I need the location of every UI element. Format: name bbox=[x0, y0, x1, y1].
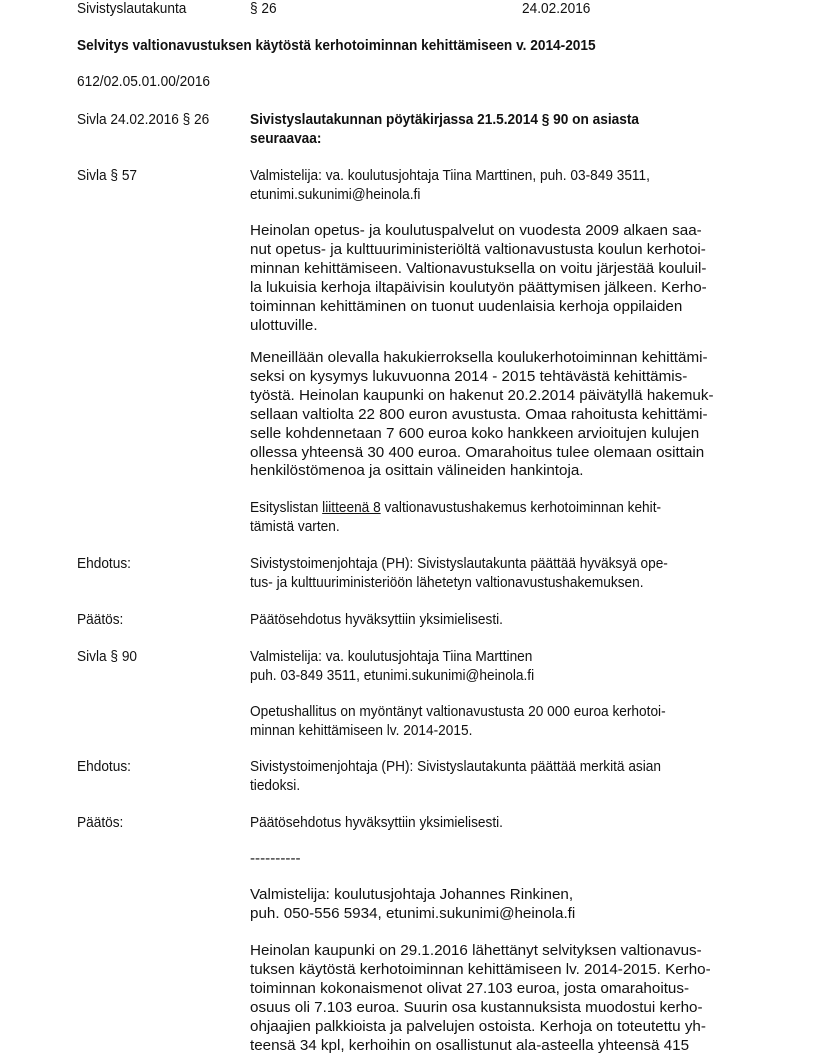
proposal-line: tus- ja kulttuuriministeriöön lähetetyn valtionavustushakemuksen. bbox=[250, 573, 644, 591]
section-separator: ---------- bbox=[250, 850, 301, 867]
paragraph-line: Heinolan opetus- ja koulutuspalvelut on vuodesta 2009 alkaen saa- bbox=[250, 222, 702, 239]
paragraph-line: minnan kehittämiseen. Valtionavustuksella on voitu järjestää kouluil- bbox=[250, 259, 707, 277]
paragraph-line: toiminnan kokonaismenot olivat 27.103 euroa, josta omarahoitus- bbox=[250, 979, 690, 997]
s57-paragraph-1 bbox=[250, 222, 707, 335]
paragraph-line: tuksen käytöstä kerhotoiminnan kehittämiseen lv. 2014-2015. Kerho- bbox=[250, 960, 711, 978]
intro-label: Sivla 24.02.2016 § 26 bbox=[77, 111, 210, 128]
preparer-line: Valmistelija: va. koulutusjohtaja Tiina Marttinen bbox=[250, 648, 533, 665]
attachment-prefix: Esityslistan bbox=[250, 499, 323, 516]
current-paragraph bbox=[250, 942, 711, 1055]
header-section-number: § 26 bbox=[250, 0, 277, 17]
paragraph-line: ulottuville. bbox=[250, 316, 318, 334]
paragraph-line: Meneillään olevalla hakukierroksella koulukerhotoiminnan kehittämi- bbox=[250, 349, 708, 366]
paragraph-line: seksi on kysymys lukuvuonna 2014 - 2015 tehtävästä kehittämis- bbox=[250, 367, 688, 385]
s57-attachment-note bbox=[250, 499, 661, 537]
header-board-name: Sivistyslautakunta bbox=[77, 0, 187, 17]
paragraph-line: Heinolan kaupunki on 29.1.2016 lähettänyt selvityksen valtionavus- bbox=[250, 942, 702, 959]
proposal-line: tiedoksi. bbox=[250, 776, 301, 794]
current-preparer bbox=[250, 886, 575, 924]
s90-proposal-text bbox=[250, 758, 661, 796]
paragraph-line: työstä. Heinolan kaupunki on hakenut 20.2.2014 päivätyllä hakemuk- bbox=[250, 386, 714, 404]
paragraph-line: selle kohdennetaan 7 600 euroa koko hankkeen arvioitujen kulujen bbox=[250, 424, 700, 442]
paragraph-line: sellaan valtiolta 22 800 euron avustusta. Omaa rahoitusta kehittämi- bbox=[250, 405, 708, 423]
paragraph-line: teensä 34 kpl, kerhoihin on osallistunut ala-asteella yhteensä 415 bbox=[250, 1036, 690, 1054]
s90-decision-label: Päätös: bbox=[77, 814, 124, 831]
paragraph-line: toiminnan kehittäminen on tuonut uudenlaisia kerhoja oppilaiden bbox=[250, 297, 683, 315]
paragraph-line: nut opetus- ja kulttuuriministeriöltä valtionavustusta koulun kerhotoi- bbox=[250, 240, 706, 258]
preparer-email: etunimi.sukunimi@heinola.fi bbox=[250, 185, 421, 203]
paragraph-line: minnan kehittämiseen lv. 2014-2015. bbox=[250, 721, 473, 739]
s57-paragraph-2 bbox=[250, 349, 714, 481]
s57-proposal-label: Ehdotus: bbox=[77, 555, 131, 572]
s90-label: Sivla § 90 bbox=[77, 648, 138, 665]
s90-paragraph bbox=[250, 703, 666, 741]
paragraph-line: ollessa yhteensä 30 400 euroa. Omarahoitus tulee olemaan osittain bbox=[250, 443, 705, 461]
document-title: Selvitys valtionavustuksen käytöstä kerhotoiminnan kehittämiseen v. 2014-2015 bbox=[77, 37, 596, 54]
attachment-line-2: tämistä varten. bbox=[250, 517, 340, 535]
s57-preparer bbox=[250, 167, 650, 205]
preparer-contact: puh. 050-556 5934, etunimi.sukunimi@heinola.fi bbox=[250, 904, 576, 922]
paragraph-line: Opetushallitus on myöntänyt valtionavustusta 20 000 euroa kerhotoi- bbox=[250, 703, 666, 720]
s57-proposal-text bbox=[250, 555, 668, 593]
preparer-line: Valmistelija: va. koulutusjohtaja Tiina Marttinen, puh. 03-849 3511, bbox=[250, 167, 650, 184]
record-number: 612/02.05.01.00/2016 bbox=[77, 73, 211, 90]
paragraph-line: osuus oli 7.103 euroa. Suurin osa kustannuksista muodostui kerho- bbox=[250, 998, 703, 1016]
intro-line: Sivistyslautakunnan pöytäkirjassa 21.5.2014 § 90 on asiasta bbox=[250, 111, 640, 128]
attachment-line bbox=[250, 499, 661, 518]
proposal-line: Sivistystoimenjohtaja (PH): Sivistyslautakunta päättää merkitä asian bbox=[250, 758, 662, 775]
s57-decision-label: Päätös: bbox=[77, 611, 124, 628]
intro-line: seuraavaa: bbox=[250, 129, 322, 147]
s90-decision-text: Päätösehdotus hyväksyttiin yksimielisesti. bbox=[250, 814, 503, 831]
intro-text bbox=[250, 111, 639, 149]
paragraph-line: henkilöstömenoa ja osittain välineiden hankintoja. bbox=[250, 462, 584, 480]
proposal-line: Sivistystoimenjohtaja (PH): Sivistyslautakunta päättää hyväksyä ope- bbox=[250, 555, 668, 572]
s57-label: Sivla § 57 bbox=[77, 167, 138, 184]
preparer-contact: puh. 03-849 3511, etunimi.sukunimi@heinola.fi bbox=[250, 666, 535, 684]
paragraph-line: la lukuisia kerhoja iltapäivisin koulutyön päättymisen jälkeen. Kerho- bbox=[250, 278, 707, 296]
attachment-link[interactable]: liitteenä 8 bbox=[322, 499, 381, 516]
attachment-suffix: valtionavustushakemus kerhotoiminnan kehit- bbox=[380, 499, 662, 516]
header-date: 24.02.2016 bbox=[522, 0, 591, 17]
s90-proposal-label: Ehdotus: bbox=[77, 758, 131, 775]
preparer-line: Valmistelija: koulutusjohtaja Johannes Rinkinen, bbox=[250, 886, 574, 903]
s90-preparer bbox=[250, 648, 534, 686]
s57-decision-text: Päätösehdotus hyväksyttiin yksimielisesti. bbox=[250, 611, 503, 628]
paragraph-line: ohjaajien palkkioista ja palvelujen ostoista. Kerhoja on toteutettu yh- bbox=[250, 1017, 706, 1035]
